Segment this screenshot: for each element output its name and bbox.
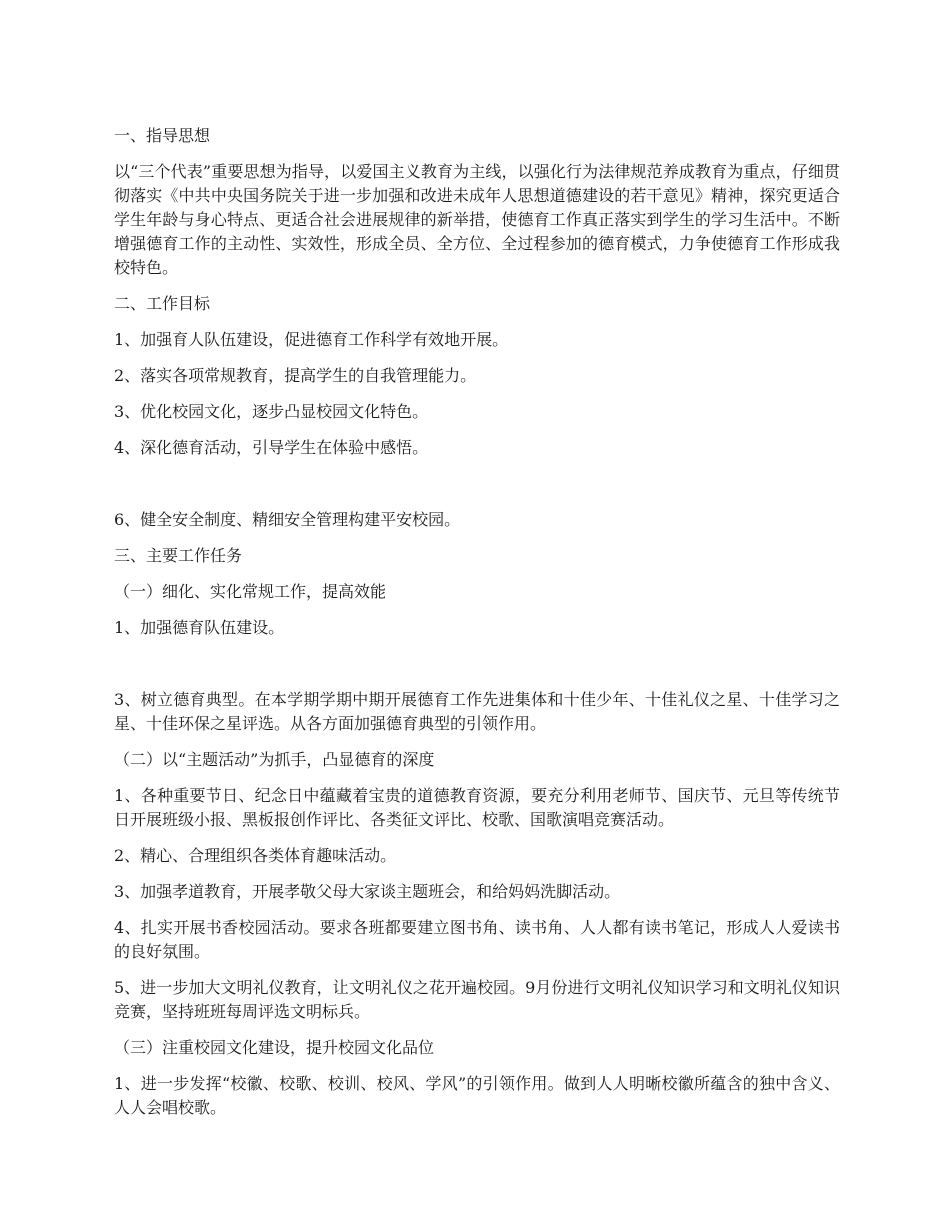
goal-item-3: 3、优化校园文化，逐步凸显校园文化特色。 — [114, 402, 429, 421]
task-item-2-3: 3、加强孝道教育，开展孝敬父母大家谈主题班会，和给妈妈洗脚活动。 — [114, 882, 621, 901]
task-item-2-2: 2、精心、合理组织各类体育趣味活动。 — [114, 846, 397, 865]
goal-item-4: 4、深化德育活动，引导学生在体验中感悟。 — [114, 438, 429, 457]
section-heading-work-goals: 二、工作目标 — [114, 294, 211, 313]
section-heading-main-tasks: 三、主要工作任务 — [114, 546, 243, 565]
subsection-heading-1: （一）细化、实化常规工作，提高效能 — [114, 582, 387, 601]
task-item-1-3: 3、树立德育典型。在本学期学期中期开展德育工作先进集体和十佳少年、十佳礼仪之星、十佳学习之星、十佳环保之星评选。从各方面加强德育典型的引领作用。 — [114, 690, 840, 733]
section-heading-guiding-ideology: 一、指导思想 — [114, 126, 211, 145]
goal-item-6: 6、健全安全制度、精细安全管理构建平安校园。 — [114, 510, 461, 529]
goal-item-2: 2、落实各项常规教育，提高学生的自我管理能力。 — [114, 366, 477, 385]
task-item-2-5: 5、进一步加大文明礼仪教育，让文明礼仪之花开遍校园。9月份进行文明礼仪知识学习和文明礼仪知识竞赛，坚持班班每周评选文明标兵。 — [114, 978, 840, 1021]
goal-item-1: 1、加强育人队伍建设，促进德育工作科学有效地开展。 — [114, 330, 509, 349]
task-item-3-1: 1、进一步发挥“校徽、校歌、校训、校风、学风”的引领作用。做到人人明晰校徽所蕴含的独中含义、人人会唱校歌。 — [114, 1074, 840, 1117]
subsection-heading-2: （二）以“主题活动”为抓手，凸显德育的深度 — [114, 750, 435, 769]
task-item-2-4: 4、扎实开展书香校园活动。要求各班都要建立图书角、读书角、人人都有读书笔记，形成人人爱读书的良好氛围。 — [114, 918, 840, 961]
task-item-2-1: 1、各种重要节日、纪念日中蕴藏着宝贵的道德教育资源，要充分利用老师节、国庆节、元旦等传统节日开展班级小报、黑板报创作评比、各类征文评比、校歌、国歌演唱竞赛活动。 — [114, 786, 840, 829]
subsection-heading-3: （三）注重校园文化建设，提升校园文化品位 — [114, 1038, 435, 1057]
blank-line — [114, 652, 840, 688]
document-page — [114, 124, 840, 1132]
blank-line — [114, 472, 840, 508]
task-item-1-1: 1、加强德育队伍建设。 — [114, 618, 285, 637]
paragraph-guiding-ideology: 以“三个代表”重要思想为指导，以爱国主义教育为主线，以强化行为法律规范养成教育为重点，仔细贯彻落实《中共中央国务院关于进一步加强和改进未成年人思想道德建设的若干意见》精神，探究更适合学生年龄与身心特点、更适合社会进展规律的新举措，使德育工作真正落实到学生的学习生活中。不断增强德育工作的主动性、实效性，形成全员、全方位、全过程参加的德育模式，力争使德育工作形成我校特色。 — [114, 162, 840, 277]
